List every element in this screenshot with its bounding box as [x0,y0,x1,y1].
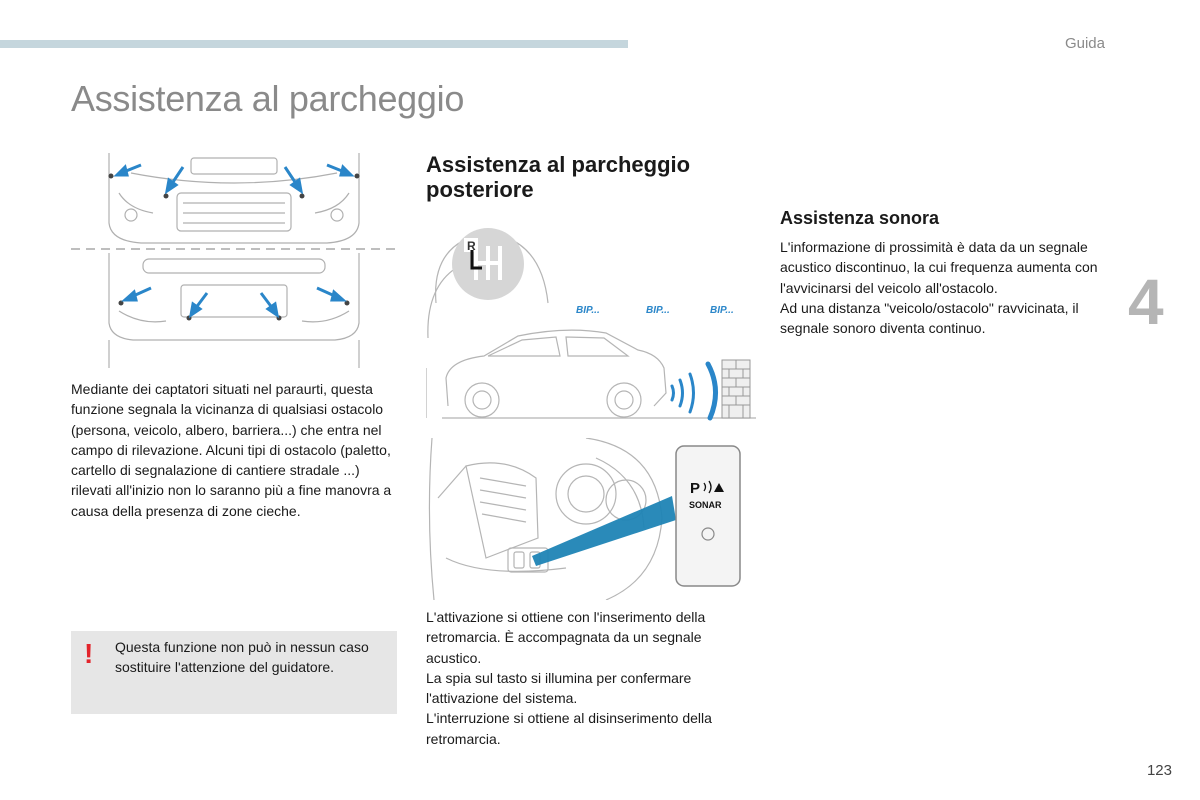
page-number: 123 [1146,762,1172,779]
warning-text: Questa funzione non può in nessun caso sostituire l'attenzione del guidatore. [115,639,369,676]
warning-icon: ! [84,638,94,669]
header-bar [0,40,628,48]
sonar-label: SONAR [689,500,722,510]
bip-label: BIP... [710,305,734,316]
activation-paragraph: L'attivazione si ottiene con l'inserimento della retromarcia. È accompagnata da un segnale acustico. La spia sul tasto si illumina per confermare l'attivazione del sistema. L'interruzione si ottiene al disinserimento della retromarcia. [426,609,712,747]
gear-reverse-label: R [467,239,476,253]
chapter-number: 4 [1128,266,1164,338]
bumper-sensors-illustration [71,153,397,368]
intro-paragraph: Mediante dei captatori situati nel paraurti, questa funzione segnala la vicinanza di qualsiasi ostacolo (persona, veicolo, albero, barriera...) che entra nel campo di rilevazione. Alcuni tipi di ostacolo (paletto, cartello di segnalazione di cantiere stradale ...) rilevati all'inizio non lo saranno più a fine manovra a causa della presenza di zone cieche. [71,381,392,519]
bip-label: BIP... [576,305,600,316]
bip-label: BIP... [646,305,670,316]
sound-assist-paragraph: L'informazione di prossimità è data da un segnale acustico discontinuo, la cui frequenza aumenta con l'avvicinarsi del veicolo all'ostacolo. Ad una distanza "veicolo/ostacolo" ravvicinata, il segnale sonoro diventa continuo. [780,239,1098,337]
parking-p-label: P [690,480,701,497]
reverse-gear-car-illustration [426,228,756,423]
rear-assist-heading: Assistenza al parcheggio posteriore [426,152,691,202]
page-title: Assistenza al parcheggio [71,78,465,119]
sonar-button-illustration [426,438,756,600]
sound-assist-heading: Assistenza sonora [780,208,940,228]
section-label: Guida [1064,35,1105,52]
